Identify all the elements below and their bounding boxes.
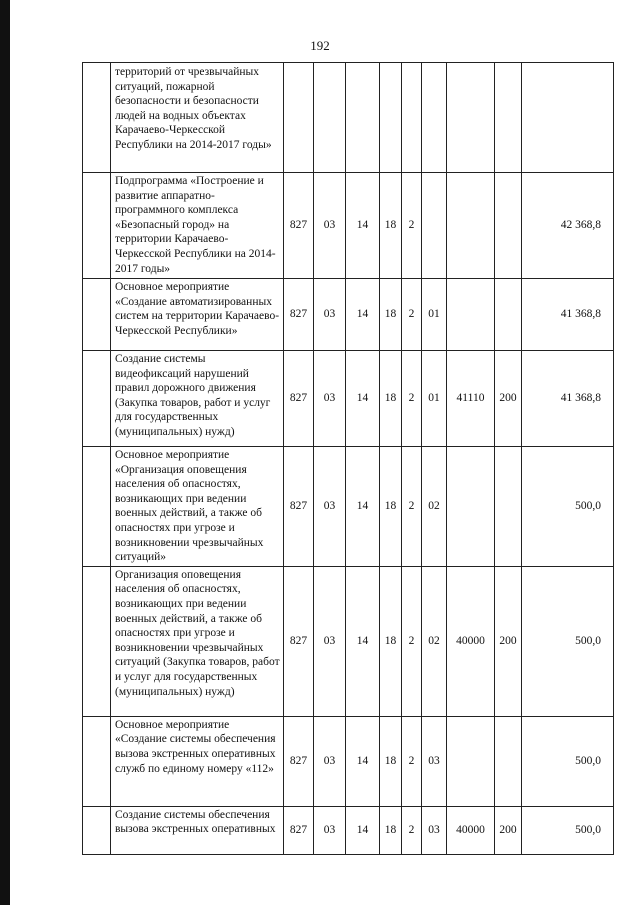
cell-section: 03: [314, 279, 346, 351]
budget-table: [82, 62, 614, 855]
cell-event: 02: [422, 566, 447, 716]
row-name: Создание системы видеофиксаций нарушений правил дорожного движения (Закупка товаров, работ и услуг для государственных (муниципальных) нужд): [111, 351, 284, 447]
cell-ministry: 827: [284, 566, 314, 716]
cell-expense-type: 200: [495, 566, 522, 716]
cell-expense-type: [495, 279, 522, 351]
cell-sum: 500,0: [522, 716, 614, 806]
cell-event: 02: [422, 447, 447, 567]
cell-program: 18: [380, 806, 402, 854]
cell-ministry: 827: [284, 806, 314, 854]
cell-subsection: 14: [346, 566, 380, 716]
table-row: [83, 716, 614, 806]
cell-subsection: 14: [346, 279, 380, 351]
cell-direction: 41110: [447, 351, 495, 447]
scan-edge-bar: [0, 0, 10, 905]
cell-program: 18: [380, 351, 402, 447]
table-row: [83, 351, 614, 447]
row-number: [83, 716, 111, 806]
row-name: Основное мероприятие «Создание системы обеспечения вызова экстренных оперативных служб по единому номеру «112»: [111, 716, 284, 806]
cell-subprogram: 2: [402, 806, 422, 854]
cell-section: 03: [314, 351, 346, 447]
cell-subprogram: [402, 63, 422, 173]
cell-program: 18: [380, 173, 402, 279]
row-number: [83, 279, 111, 351]
cell-expense-type: [495, 173, 522, 279]
row-number: [83, 351, 111, 447]
table-body: [83, 63, 614, 855]
cell-expense-type: [495, 447, 522, 567]
row-name: Организация оповещения населения об опасностях, возникающих при ведении военных действий, а также об опасностях при угрозе и возникновении чрезвычайных ситуаций (Закупка товаров, работ и услуг для государственных (муниципальных) нужд): [111, 566, 284, 716]
row-number: [83, 806, 111, 854]
table-row: [83, 63, 614, 173]
cell-subsection: 14: [346, 806, 380, 854]
cell-subprogram: 2: [402, 716, 422, 806]
cell-event: [422, 63, 447, 173]
cell-ministry: 827: [284, 716, 314, 806]
cell-ministry: 827: [284, 173, 314, 279]
cell-direction: [447, 716, 495, 806]
cell-subprogram: 2: [402, 447, 422, 567]
cell-subsection: 14: [346, 447, 380, 567]
cell-subsection: [346, 63, 380, 173]
cell-event: 03: [422, 806, 447, 854]
cell-event: [422, 173, 447, 279]
cell-program: 18: [380, 716, 402, 806]
cell-section: 03: [314, 806, 346, 854]
cell-section: 03: [314, 566, 346, 716]
cell-section: 03: [314, 716, 346, 806]
cell-sum: 42 368,8: [522, 173, 614, 279]
cell-sum: 500,0: [522, 447, 614, 567]
cell-subsection: 14: [346, 173, 380, 279]
cell-sum: [522, 63, 614, 173]
cell-ministry: 827: [284, 279, 314, 351]
row-name: Создание системы обеспечения вызова экстренных оперативных: [111, 806, 284, 854]
cell-expense-type: [495, 716, 522, 806]
cell-section: 03: [314, 447, 346, 567]
row-name: Основное мероприятие «Организация оповещения населения об опасностях, возникающих при ведении военных действий, а также об опасностях при угрозе и возникновении чрезвычайных ситуаций»: [111, 447, 284, 567]
cell-subsection: 14: [346, 351, 380, 447]
cell-direction: 40000: [447, 806, 495, 854]
cell-subprogram: 2: [402, 566, 422, 716]
cell-ministry: [284, 63, 314, 173]
cell-event: 03: [422, 716, 447, 806]
cell-program: 18: [380, 447, 402, 567]
cell-event: 01: [422, 279, 447, 351]
cell-sum: 500,0: [522, 566, 614, 716]
row-name: Основное мероприятие «Создание автоматизированных систем на территории Карачаево-Черкесской Республики»: [111, 279, 284, 351]
table-row: [83, 806, 614, 854]
table-row: [83, 447, 614, 567]
cell-program: 18: [380, 566, 402, 716]
cell-direction: [447, 63, 495, 173]
row-number: [83, 63, 111, 173]
cell-sum: 41 368,8: [522, 279, 614, 351]
row-number: [83, 447, 111, 567]
cell-subprogram: 2: [402, 351, 422, 447]
cell-expense-type: 200: [495, 806, 522, 854]
cell-direction: [447, 447, 495, 567]
cell-expense-type: [495, 63, 522, 173]
cell-subsection: 14: [346, 716, 380, 806]
cell-ministry: 827: [284, 447, 314, 567]
cell-section: [314, 63, 346, 173]
table-row: [83, 566, 614, 716]
cell-event: 01: [422, 351, 447, 447]
cell-section: 03: [314, 173, 346, 279]
page-number: 192: [310, 38, 330, 53]
cell-direction: 40000: [447, 566, 495, 716]
table-row: [83, 279, 614, 351]
cell-subprogram: 2: [402, 173, 422, 279]
cell-program: [380, 63, 402, 173]
row-number: [83, 566, 111, 716]
cell-direction: [447, 173, 495, 279]
cell-direction: [447, 279, 495, 351]
cell-expense-type: 200: [495, 351, 522, 447]
table-row: [83, 173, 614, 279]
row-number: [83, 173, 111, 279]
row-name: Подпрограмма «Построение и развитие аппаратно-программного комплекса «Безопасный город» на территории Карачаево-Черкесской Республики на 2014-2017 годы»: [111, 173, 284, 279]
cell-ministry: 827: [284, 351, 314, 447]
row-name: территорий от чрезвычайных ситуаций, пожарной безопасности и безопасности людей на водных объектах Карачаево-Черкесской Республики на 2014-2017 годы»: [111, 63, 284, 173]
cell-sum: 500,0: [522, 806, 614, 854]
cell-sum: 41 368,8: [522, 351, 614, 447]
cell-subprogram: 2: [402, 279, 422, 351]
cell-program: 18: [380, 279, 402, 351]
